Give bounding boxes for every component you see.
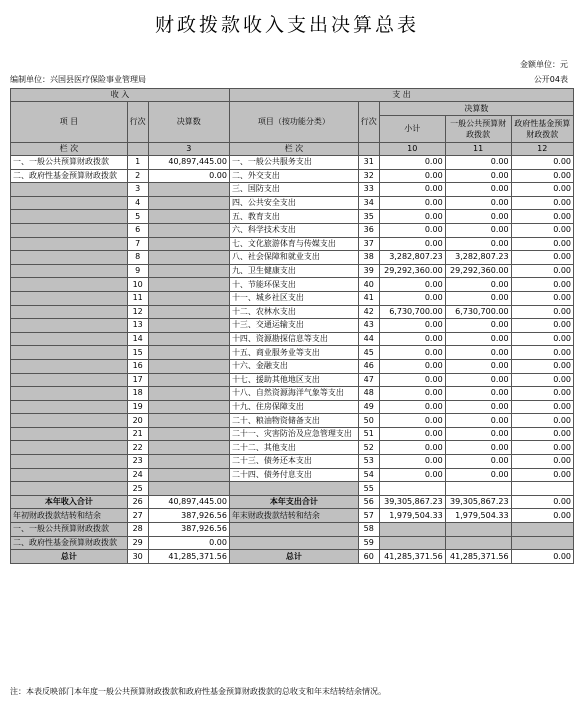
expense-subtotal: 6,730,700.00 — [379, 305, 445, 319]
expense-general: 0.00 — [445, 223, 511, 237]
income-item — [11, 278, 128, 292]
expense-fund — [511, 482, 573, 496]
expense-item: 十一、城乡社区支出 — [229, 291, 358, 305]
column-index-10: 10 — [379, 143, 445, 156]
expense-fund: 0.00 — [511, 455, 573, 469]
expense-item: 二十三、债务还本支出 — [229, 455, 358, 469]
income-value: 40,897,445.00 — [148, 156, 229, 170]
expense-fund: 0.00 — [511, 427, 573, 441]
carry-fund-row — [11, 536, 574, 550]
grand-expense-fund: 0.00 — [511, 550, 573, 564]
expense-fund: 0.00 — [511, 319, 573, 333]
expense-fund: 0.00 — [511, 156, 573, 170]
income-item — [11, 387, 128, 401]
expense-subtotal: 0.00 — [379, 223, 445, 237]
expense-item — [229, 482, 358, 496]
expense-general: 0.00 — [445, 427, 511, 441]
expense-general: 0.00 — [445, 387, 511, 401]
expense-subtotal: 0.00 — [379, 387, 445, 401]
income-item — [11, 346, 128, 360]
grand-total-row — [11, 550, 574, 564]
income-row-no: 17 — [127, 373, 148, 387]
expense-general: 0.00 — [445, 183, 511, 197]
table-row — [11, 455, 574, 469]
income-row-no: 9 — [127, 264, 148, 278]
expense-fund: 0.00 — [511, 400, 573, 414]
income-value — [148, 387, 229, 401]
income-row-no: 8 — [127, 251, 148, 265]
expense-item: 四、公共安全支出 — [229, 196, 358, 210]
expense-general: 6,730,700.00 — [445, 305, 511, 319]
table-row — [11, 427, 574, 441]
column-index-blank-2 — [358, 143, 379, 156]
expense-row-no: 48 — [358, 387, 379, 401]
expense-subtotal: 0.00 — [379, 373, 445, 387]
income-header: 收 入 — [11, 89, 230, 102]
carry-in-label: 年初财政拨款结转和结余 — [11, 509, 128, 523]
expense-row-no: 34 — [358, 196, 379, 210]
expense-subtotal: 0.00 — [379, 156, 445, 170]
income-value: 0.00 — [148, 169, 229, 183]
column-index-12: 12 — [511, 143, 573, 156]
income-item — [11, 373, 128, 387]
expense-total-label: 本年支出合计 — [229, 495, 358, 509]
carry-out-subtotal: 1,979,504.33 — [379, 509, 445, 523]
income-item — [11, 319, 128, 333]
carry-out-label: 年末财政拨款结转和结余 — [229, 509, 358, 523]
income-row-no: 22 — [127, 441, 148, 455]
expense-header: 支 出 — [229, 89, 573, 102]
income-row-no: 25 — [127, 482, 148, 496]
income-item — [11, 414, 128, 428]
income-row-no: 21 — [127, 427, 148, 441]
header-row-columns — [11, 143, 574, 156]
expense-subtotal: 0.00 — [379, 169, 445, 183]
income-item — [11, 210, 128, 224]
table-code: 公开04表 — [533, 75, 568, 84]
carry-in-no: 27 — [127, 509, 148, 523]
income-item — [11, 332, 128, 346]
income-value — [148, 373, 229, 387]
income-value — [148, 183, 229, 197]
income-row-no: 15 — [127, 346, 148, 360]
income-value — [148, 482, 229, 496]
expense-item: 五、教育支出 — [229, 210, 358, 224]
table-row — [11, 291, 574, 305]
income-row-no: 7 — [127, 237, 148, 251]
grand-expense-general: 41,285,371.56 — [445, 550, 511, 564]
expense-subtotal: 29,292,360.00 — [379, 264, 445, 278]
expense-item: 一、一般公共服务支出 — [229, 156, 358, 170]
expense-general: 0.00 — [445, 210, 511, 224]
expense-row-no: 49 — [358, 400, 379, 414]
expense-row-no: 47 — [358, 373, 379, 387]
income-row-no: 24 — [127, 468, 148, 482]
expense-general: 0.00 — [445, 441, 511, 455]
budget-table — [10, 88, 574, 564]
expense-general: 0.00 — [445, 196, 511, 210]
income-value — [148, 251, 229, 265]
table-row — [11, 400, 574, 414]
expense-subtotal: 0.00 — [379, 441, 445, 455]
carry-fund-blank-b — [445, 536, 511, 550]
expense-row-no: 41 — [358, 291, 379, 305]
reporting-org: 编制单位：兴国县医疗保险事业管理局 — [10, 75, 146, 84]
expense-item: 十九、住房保障支出 — [229, 400, 358, 414]
table-row — [11, 482, 574, 496]
report-title: 财政拨款收入支出决算总表 — [154, 14, 419, 36]
expense-general: 0.00 — [445, 346, 511, 360]
carry-general-label: 一、一般公共预算财政拨款 — [11, 523, 128, 537]
grand-expense-no: 60 — [358, 550, 379, 564]
carry-row — [11, 509, 574, 523]
carry-general-blank-b — [445, 523, 511, 537]
expense-subtotal: 0.00 — [379, 427, 445, 441]
expense-item: 二十四、债务付息支出 — [229, 468, 358, 482]
column-index-11: 11 — [445, 143, 511, 156]
expense-row-no: 46 — [358, 359, 379, 373]
column-index-3: 3 — [148, 143, 229, 156]
expense-fund: 0.00 — [511, 169, 573, 183]
expense-total-general: 39,305,867.23 — [445, 495, 511, 509]
expense-total-subtotal: 39,305,867.23 — [379, 495, 445, 509]
expense-item: 二、外交支出 — [229, 169, 358, 183]
expense-fund: 0.00 — [511, 183, 573, 197]
expense-fund: 0.00 — [511, 196, 573, 210]
income-value — [148, 319, 229, 333]
column-index-label-2: 栏 次 — [229, 143, 358, 156]
expense-item: 二十一、灾害防治及应急管理支出 — [229, 427, 358, 441]
income-item — [11, 223, 128, 237]
column-index-blank — [127, 143, 148, 156]
expense-item: 七、文化旅游体育与传媒支出 — [229, 237, 358, 251]
expense-subtotal: 0.00 — [379, 237, 445, 251]
carry-fund-blank-c — [511, 536, 573, 550]
expense-item: 十二、农林水支出 — [229, 305, 358, 319]
income-final-header: 决算数 — [148, 102, 229, 143]
carry-general-blank-c — [511, 523, 573, 537]
income-row-no: 14 — [127, 332, 148, 346]
column-index-label: 栏 次 — [11, 143, 128, 156]
table-row — [11, 210, 574, 224]
expense-row-no: 35 — [358, 210, 379, 224]
income-item — [11, 468, 128, 482]
expense-subtotal — [379, 482, 445, 496]
expense-fund: 0.00 — [511, 387, 573, 401]
expense-fund: 0.00 — [511, 441, 573, 455]
expense-row-no: 39 — [358, 264, 379, 278]
income-row-no: 5 — [127, 210, 148, 224]
expense-row-no: 37 — [358, 237, 379, 251]
fund-budget-header: 政府性基金预算财政拨款 — [511, 116, 573, 143]
income-item — [11, 400, 128, 414]
table-row — [11, 387, 574, 401]
expense-fund: 0.00 — [511, 332, 573, 346]
expense-fund: 0.00 — [511, 278, 573, 292]
expense-general: 0.00 — [445, 373, 511, 387]
footnote: 注：本表反映部门本年度一般公共预算财政拨款和政府性基金预算财政拨款的总收支和年末结转结余情况。 — [10, 687, 386, 696]
expense-subtotal: 0.00 — [379, 359, 445, 373]
income-row-no: 4 — [127, 196, 148, 210]
carry-general-no: 28 — [127, 523, 148, 537]
carry-general-exp-no: 58 — [358, 523, 379, 537]
expense-item: 九、卫生健康支出 — [229, 264, 358, 278]
income-value — [148, 278, 229, 292]
expense-item: 二十二、其他支出 — [229, 441, 358, 455]
expense-item: 十五、商业服务业等支出 — [229, 346, 358, 360]
expense-item: 二十、粮油物资储备支出 — [229, 414, 358, 428]
table-row — [11, 373, 574, 387]
income-item — [11, 427, 128, 441]
expense-item: 三、国防支出 — [229, 183, 358, 197]
carry-fund-value: 0.00 — [148, 536, 229, 550]
income-item — [11, 482, 128, 496]
expense-fund: 0.00 — [511, 305, 573, 319]
expense-fund: 0.00 — [511, 291, 573, 305]
income-row-no: 2 — [127, 169, 148, 183]
income-row-no: 6 — [127, 223, 148, 237]
expense-general: 3,282,807.23 — [445, 251, 511, 265]
expense-item-header: 项目（按功能分类） — [229, 102, 358, 143]
grand-expense-label: 总计 — [229, 550, 358, 564]
income-value — [148, 223, 229, 237]
carry-out-no: 57 — [358, 509, 379, 523]
expense-row-no: 53 — [358, 455, 379, 469]
income-value — [148, 427, 229, 441]
table-row — [11, 332, 574, 346]
table-row — [11, 251, 574, 265]
expense-general: 0.00 — [445, 291, 511, 305]
expense-general: 0.00 — [445, 332, 511, 346]
table-row — [11, 414, 574, 428]
income-item-header: 项 目 — [11, 102, 128, 143]
income-value — [148, 359, 229, 373]
income-item: 二、政府性基金预算财政拨款 — [11, 169, 128, 183]
income-value — [148, 455, 229, 469]
income-row-no: 23 — [127, 455, 148, 469]
income-item — [11, 441, 128, 455]
general-budget-header: 一般公共预算财政拨款 — [445, 116, 511, 143]
carry-in-value: 387,926.56 — [148, 509, 229, 523]
income-value — [148, 414, 229, 428]
carry-out-general: 1,979,504.33 — [445, 509, 511, 523]
expense-general: 0.00 — [445, 169, 511, 183]
table-row — [11, 223, 574, 237]
income-item — [11, 237, 128, 251]
income-row-no: 1 — [127, 156, 148, 170]
expense-subtotal: 0.00 — [379, 414, 445, 428]
expense-row-no: 54 — [358, 468, 379, 482]
expense-general: 0.00 — [445, 414, 511, 428]
income-item — [11, 196, 128, 210]
income-value — [148, 332, 229, 346]
expense-fund: 0.00 — [511, 237, 573, 251]
expense-row-no: 52 — [358, 441, 379, 455]
expense-item: 十四、资源勘探信息等支出 — [229, 332, 358, 346]
expense-rowno-header: 行次 — [358, 102, 379, 143]
carry-fund-blank — [229, 536, 358, 550]
expense-subtotal: 0.00 — [379, 455, 445, 469]
carry-general-blank-a — [379, 523, 445, 537]
expense-general: 0.00 — [445, 359, 511, 373]
expense-row-no: 31 — [358, 156, 379, 170]
income-total-label: 本年收入合计 — [11, 495, 128, 509]
income-row-no: 11 — [127, 291, 148, 305]
income-value — [148, 346, 229, 360]
expense-item: 十三、交通运输支出 — [229, 319, 358, 333]
expense-general: 0.00 — [445, 468, 511, 482]
expense-general: 0.00 — [445, 455, 511, 469]
income-row-no: 16 — [127, 359, 148, 373]
expense-row-no: 51 — [358, 427, 379, 441]
expense-item: 六、科学技术支出 — [229, 223, 358, 237]
table-row — [11, 441, 574, 455]
grand-expense-subtotal: 41,285,371.56 — [379, 550, 445, 564]
expense-general: 0.00 — [445, 156, 511, 170]
income-row-no: 10 — [127, 278, 148, 292]
header-row-section — [11, 89, 574, 102]
carry-fund-exp-no: 59 — [358, 536, 379, 550]
expense-item: 十八、自然资源海洋气象等支出 — [229, 387, 358, 401]
expense-row-no: 55 — [358, 482, 379, 496]
carry-fund-no: 29 — [127, 536, 148, 550]
expense-subtotal: 0.00 — [379, 332, 445, 346]
carry-fund-blank-a — [379, 536, 445, 550]
income-value — [148, 291, 229, 305]
table-row — [11, 468, 574, 482]
total-row — [11, 495, 574, 509]
expense-fund: 0.00 — [511, 346, 573, 360]
expense-row-no: 50 — [358, 414, 379, 428]
expense-subtotal: 0.00 — [379, 400, 445, 414]
income-total-no: 26 — [127, 495, 148, 509]
income-row-no: 20 — [127, 414, 148, 428]
table-row — [11, 278, 574, 292]
expense-general: 0.00 — [445, 278, 511, 292]
expense-fund: 0.00 — [511, 264, 573, 278]
grand-income-label: 总计 — [11, 550, 128, 564]
grand-income-no: 30 — [127, 550, 148, 564]
income-value — [148, 210, 229, 224]
expense-total-no: 56 — [358, 495, 379, 509]
table-row — [11, 305, 574, 319]
income-item — [11, 359, 128, 373]
income-row-no: 19 — [127, 400, 148, 414]
expense-row-no: 36 — [358, 223, 379, 237]
income-row-no: 3 — [127, 183, 148, 197]
income-row-no: 18 — [127, 387, 148, 401]
expense-row-no: 44 — [358, 332, 379, 346]
expense-general: 0.00 — [445, 319, 511, 333]
carry-out-fund: 0.00 — [511, 509, 573, 523]
income-value — [148, 441, 229, 455]
carry-general-value: 387,926.56 — [148, 523, 229, 537]
amount-unit: 金额单位：元 — [520, 60, 568, 69]
subtotal-header: 小计 — [379, 116, 445, 143]
income-item — [11, 291, 128, 305]
expense-final-header: 决算数 — [379, 102, 573, 116]
expense-subtotal: 0.00 — [379, 196, 445, 210]
expense-row-no: 42 — [358, 305, 379, 319]
income-item — [11, 305, 128, 319]
expense-general: 29,292,360.00 — [445, 264, 511, 278]
expense-subtotal: 0.00 — [379, 291, 445, 305]
expense-item: 十六、金融支出 — [229, 359, 358, 373]
expense-item: 十、节能环保支出 — [229, 278, 358, 292]
carry-general-row — [11, 523, 574, 537]
income-item — [11, 251, 128, 265]
expense-subtotal: 0.00 — [379, 210, 445, 224]
expense-subtotal: 0.00 — [379, 278, 445, 292]
table-row — [11, 359, 574, 373]
expense-subtotal: 0.00 — [379, 319, 445, 333]
income-item — [11, 264, 128, 278]
expense-total-fund: 0.00 — [511, 495, 573, 509]
expense-row-no: 45 — [358, 346, 379, 360]
expense-row-no: 38 — [358, 251, 379, 265]
income-item: 一、一般公共预算财政拨款 — [11, 156, 128, 170]
carry-general-blank — [229, 523, 358, 537]
income-value — [148, 264, 229, 278]
grand-income-value: 41,285,371.56 — [148, 550, 229, 564]
expense-subtotal: 3,282,807.23 — [379, 251, 445, 265]
income-rowno-header: 行次 — [127, 102, 148, 143]
income-value — [148, 196, 229, 210]
table-row — [11, 169, 574, 183]
expense-fund: 0.00 — [511, 359, 573, 373]
expense-fund: 0.00 — [511, 468, 573, 482]
table-row — [11, 264, 574, 278]
expense-fund: 0.00 — [511, 223, 573, 237]
table-row — [11, 183, 574, 197]
expense-general: 0.00 — [445, 400, 511, 414]
expense-fund: 0.00 — [511, 251, 573, 265]
income-value — [148, 305, 229, 319]
expense-fund: 0.00 — [511, 414, 573, 428]
expense-subtotal: 0.00 — [379, 346, 445, 360]
expense-item: 十七、援助其他地区支出 — [229, 373, 358, 387]
table-row — [11, 156, 574, 170]
table-row — [11, 196, 574, 210]
expense-item: 八、社会保障和就业支出 — [229, 251, 358, 265]
income-item — [11, 455, 128, 469]
expense-row-no: 43 — [358, 319, 379, 333]
report-meta — [10, 74, 568, 86]
income-value — [148, 237, 229, 251]
header-row-final — [11, 102, 574, 116]
expense-general: 0.00 — [445, 237, 511, 251]
income-value — [148, 400, 229, 414]
table-row — [11, 346, 574, 360]
expense-general — [445, 482, 511, 496]
income-row-no: 12 — [127, 305, 148, 319]
income-item — [11, 183, 128, 197]
expense-fund: 0.00 — [511, 373, 573, 387]
expense-subtotal: 0.00 — [379, 468, 445, 482]
expense-subtotal: 0.00 — [379, 183, 445, 197]
income-value — [148, 468, 229, 482]
income-total-value: 40,897,445.00 — [148, 495, 229, 509]
income-row-no: 13 — [127, 319, 148, 333]
expense-fund: 0.00 — [511, 210, 573, 224]
expense-row-no: 32 — [358, 169, 379, 183]
table-row — [11, 319, 574, 333]
carry-fund-label: 二、政府性基金预算财政拨款 — [11, 536, 128, 550]
table-row — [11, 237, 574, 251]
expense-row-no: 33 — [358, 183, 379, 197]
expense-row-no: 40 — [358, 278, 379, 292]
